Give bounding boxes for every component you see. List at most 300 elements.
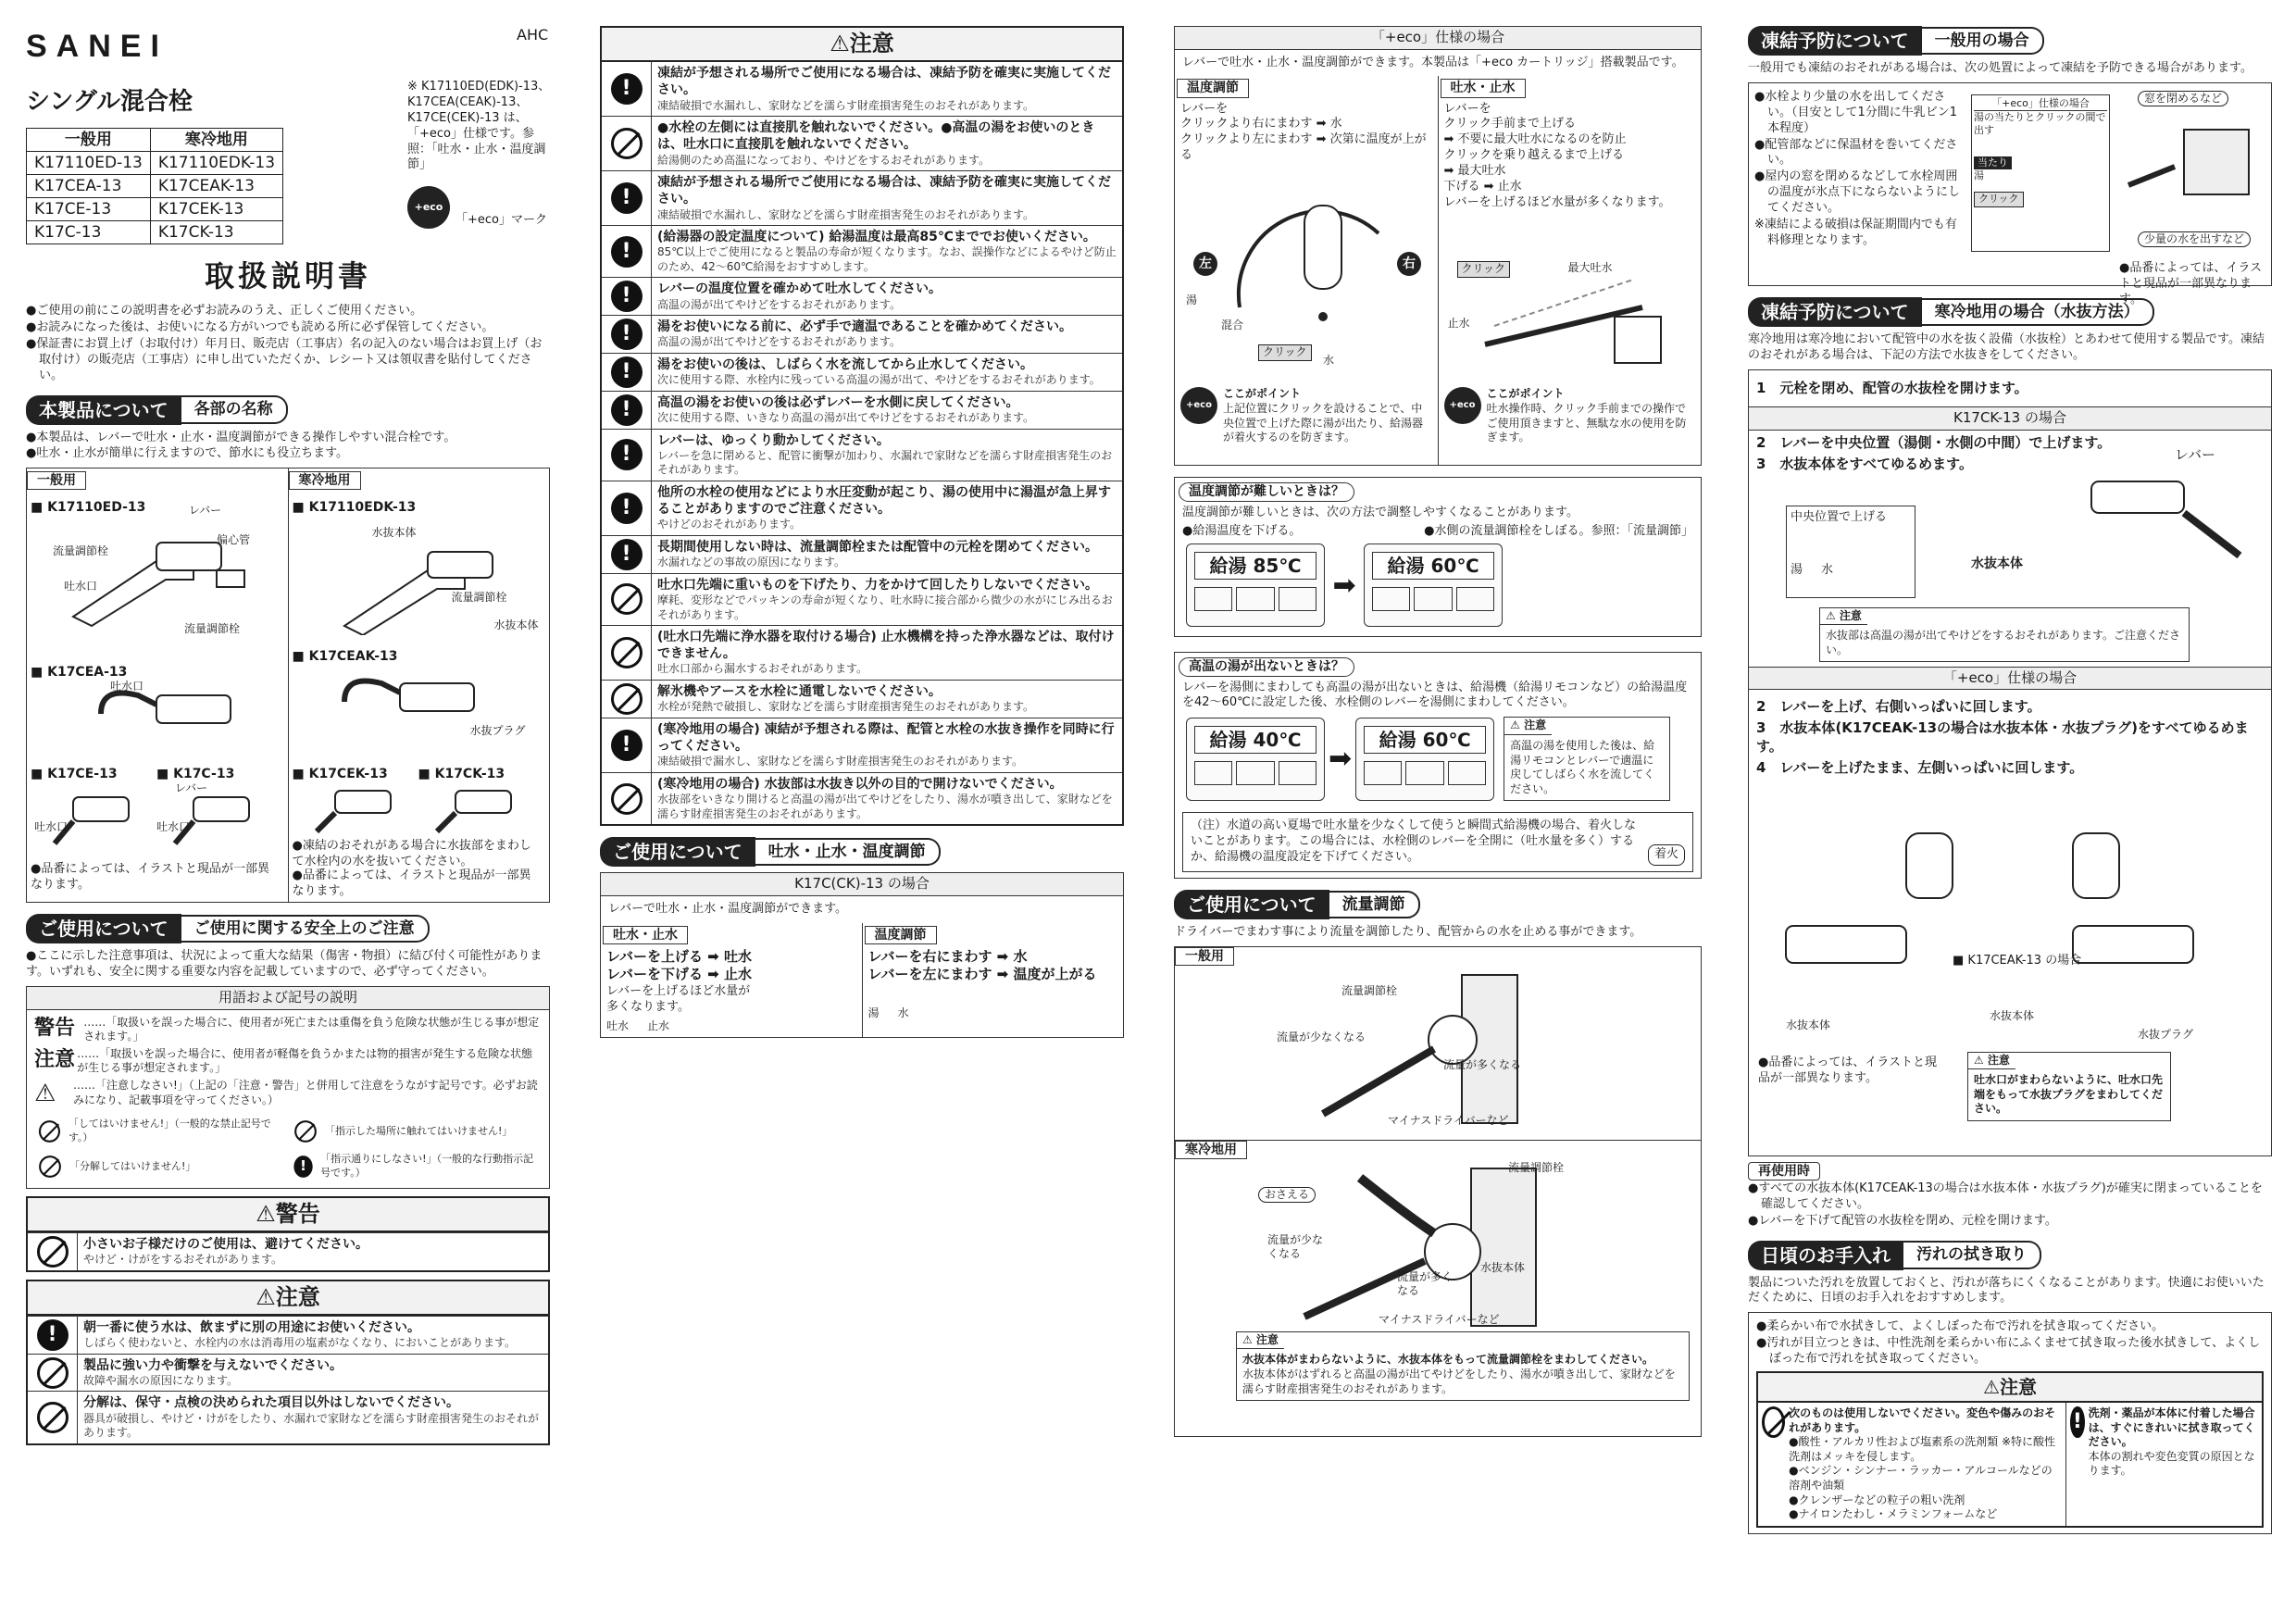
prohibit-icon bbox=[611, 683, 643, 715]
step-2: 2 レバーを中央位置（湯側・水側の中間）で上げます。 bbox=[1756, 433, 2112, 451]
label-spout: 吐水口 bbox=[156, 820, 191, 834]
reuse-title: 再使用時 bbox=[1748, 1162, 1820, 1181]
manual-title: 取扱説明書 bbox=[204, 258, 371, 294]
label-driver: マイナスドライバーなど bbox=[1388, 1113, 1509, 1127]
section-subtitle: 一般用の場合 bbox=[1922, 27, 2044, 55]
label-little-water: 少量の水を出すなど bbox=[2138, 231, 2251, 248]
instruction: 下げる ➡ 止水 bbox=[1443, 180, 1522, 194]
model-cell: K17CK-13 bbox=[150, 221, 282, 244]
label-window: 窓を閉めるなど bbox=[2138, 91, 2228, 107]
col-general: 一般用 bbox=[27, 128, 151, 151]
caution-detail: 高温の湯が出てやけどをするおそれがあります。 bbox=[657, 335, 902, 349]
caution-detail: 吐水口部から漏水するおそれがあります。 bbox=[657, 662, 868, 676]
term-key: 注意 bbox=[34, 1047, 76, 1071]
term-desc: ……「取扱いを誤った場合に、使用者が軽傷を負うかまたは物的損害が発生する危険な状態が生じる事が想定されます。」 bbox=[77, 1046, 533, 1075]
section-title: 凍結予防について bbox=[1748, 26, 1922, 56]
column-2 bbox=[600, 26, 1124, 1605]
caution-text: (給湯器の設定温度について) 給湯温度は最高85℃まででお使いください。 bbox=[657, 230, 1096, 245]
point-text: 上記位置にクリックを設けることで、中央位置で上げた際に湯が出たり、給湯器が着火するのを防ぎます。 bbox=[1223, 401, 1424, 444]
caution-text: 洗剤・薬品が本体に付着した場合は、すぐにきれいに拭き取ってください。 bbox=[2088, 1405, 2255, 1449]
terms-box bbox=[26, 986, 550, 1189]
caution-item: ●ベンジン・シンナー・ラッカー・アルコールなどの溶剤や油類 bbox=[1789, 1464, 2053, 1492]
label-left: 左 bbox=[1193, 252, 1217, 276]
lcd-display: 給湯 60℃ bbox=[1372, 552, 1494, 580]
step-1: 1 元栓を閉め、配管の水抜栓を開けます。 bbox=[1756, 379, 2028, 396]
section-care-header bbox=[1748, 1241, 2272, 1270]
caution-box-2 bbox=[600, 26, 1124, 826]
eco-icon: +eco bbox=[407, 186, 450, 229]
caution-row bbox=[602, 573, 1122, 625]
eco-box bbox=[1174, 26, 1702, 466]
note-text: （注）水道の高い夏場で吐水量を少なくして使うと瞬間式給湯機の場合、着火しないことがあります。この場合には、水栓側のレバーを全開に（吐水量を多く）するか、給湯機の温度設定を下げてください。 bbox=[1191, 818, 1637, 865]
instruction-icon: ! bbox=[611, 356, 643, 388]
remote-panel bbox=[1364, 543, 1503, 627]
prohibit-icon bbox=[37, 1357, 69, 1389]
box-title: 「+eco」仕様の場合 bbox=[1175, 27, 1701, 50]
tag-general: 一般用 bbox=[27, 471, 86, 490]
caution-detail: 水栓が発熱で破損し、家財などを濡らす財産損害発生のおそれがあります。 bbox=[657, 700, 1035, 714]
tag-tosui: 吐水・止水 bbox=[1441, 79, 1526, 97]
label-flow-valve: 流量調節栓 bbox=[1341, 983, 1398, 997]
safety-intro: ●ここに示した注意事項は、状況によって重大な結果（傷害・物損）に結び付く可能性があります。いずれも、安全に関する重要な内容を記載していますので、必ず守ってください。 bbox=[26, 949, 543, 980]
caution-text: (吐水口先端に浄水器を取付ける場合) 止水機構を持った浄水器などは、取付けできません。 bbox=[657, 630, 1115, 662]
step-3: 3 水抜本体をすべてゆるめます。 bbox=[1756, 456, 1973, 473]
instruction-icon: ! bbox=[611, 539, 643, 570]
caution-row bbox=[602, 625, 1122, 680]
model-cell: K17CEA-13 bbox=[27, 175, 151, 198]
label-drain-plug: 水抜プラグ bbox=[469, 724, 526, 738]
arrow-right-icon: ➡ bbox=[1332, 568, 1356, 602]
label-lever: レバー bbox=[189, 504, 222, 518]
no-disassemble-icon bbox=[37, 1402, 69, 1433]
symbol-desc: 「指示通りにしなさい!」（一般的な行動指示記号です。） bbox=[320, 1153, 534, 1179]
caution-title: ⚠ 注意 bbox=[1504, 718, 1552, 735]
caution-title: ⚠ 注意 bbox=[1820, 608, 1867, 626]
instruction-icon: ! bbox=[611, 439, 643, 470]
freeze-desc: 寒冷地用は寒冷地において配管中の水を抜く設備（水抜栓）とあわせて使用する製品です。凍結のおそれがある場合は、下記の方法で水抜きをしてください。 bbox=[1748, 331, 2265, 362]
intro-list bbox=[26, 304, 550, 383]
caution-text: 吐水口先端に重いものを下げたり、力をかけて回したりしないでください。 bbox=[657, 577, 1098, 593]
label-hold: おさえる bbox=[1258, 1187, 1316, 1204]
faucet-k17110ed-illustration bbox=[45, 506, 268, 635]
instruction-icon: ! bbox=[37, 1319, 69, 1351]
caution-text: 水抜部は高温の湯が出てやけどをするおそれがあります。ご注意ください。 bbox=[1826, 629, 2181, 656]
term-desc: ……「注意しなさい!」（上記の「注意・警告」と併用して注意をうながす記号です。必ずお読みになり、記載事項を守ってください。） bbox=[72, 1078, 538, 1106]
step-3: 3 水抜本体(K17CEAK-13の場合は水抜本体・水抜プラグ)をすべてゆるめます。 bbox=[1756, 719, 2249, 755]
eco-icon: +eco bbox=[1444, 387, 1481, 424]
freeze1-box bbox=[1748, 82, 2272, 306]
section-title: 凍結予防について bbox=[1748, 297, 1922, 327]
point-text: 吐水操作時、クリック手前までの操作でご使用頂きますと、無駄な水の使用を防ぎます。 bbox=[1486, 401, 1687, 444]
step-2: 2 レバーを上げ、右側いっぱいに回します。 bbox=[1756, 697, 2041, 715]
caution-text: 次のものは使用しないでください。変色や傷みのおそれがあります。 bbox=[1789, 1405, 2056, 1434]
section-title: 日頃のお手入れ bbox=[1748, 1241, 1903, 1270]
tip: ●水側の流量調節栓をしぼる。参照：「流量調節」 bbox=[1424, 524, 1693, 539]
warning-box bbox=[26, 1196, 550, 1272]
flow-general-diagram bbox=[1286, 966, 1564, 1132]
caution-title: ⚠注意 bbox=[602, 28, 1122, 62]
reuse-item: ●すべての水抜本体(K17CEAK-13の場合は水抜本体・水抜プラグ)が確実に閉まっていることを確認してください。 bbox=[1748, 1181, 2263, 1211]
caution-row bbox=[602, 315, 1122, 353]
label-click: クリック bbox=[1457, 261, 1511, 278]
box-title: 温度調節が難しいときは？ bbox=[1179, 482, 1354, 501]
k17ck-faucet-illustration bbox=[2054, 454, 2258, 593]
caution-text: 分解は、保守・点検の決められた項目以外はしないでください。 bbox=[83, 1395, 459, 1411]
model-cell: K17C-13 bbox=[27, 221, 151, 244]
caution-detail: 高温の湯が出てやけどをするおそれがあります。 bbox=[657, 297, 902, 311]
label-mizu: 水 bbox=[1821, 562, 1834, 577]
label-kongo: 混合 bbox=[1221, 319, 1244, 332]
label-drain-body: 水抜本体 bbox=[1786, 1018, 1831, 1031]
parts-note: ●凍結のおそれがある場合に水抜部をまわして水栓内の水を抜いてください。 bbox=[292, 839, 531, 869]
doc-code: AHC bbox=[517, 26, 549, 44]
label-less: 流量が少なくなる bbox=[1267, 1232, 1324, 1261]
caution-detail: 摩耗、変形などでパッキンの寿命が短くなり、吐水時に接合部から微少の水がにじみ出るおそれがあります。 bbox=[657, 593, 1113, 621]
instruction-icon: ! bbox=[611, 182, 643, 214]
lcd-display: 給湯 85℃ bbox=[1194, 552, 1316, 580]
k17c-box bbox=[600, 872, 1124, 1038]
caution-row bbox=[602, 353, 1122, 391]
prohibit-icon bbox=[611, 637, 643, 668]
point-title: ここがポイント bbox=[1486, 387, 1565, 401]
label-click: クリック bbox=[1974, 192, 2024, 206]
warning-detail: やけど・けがをするおそれがあります。 bbox=[83, 1253, 283, 1267]
tag-cold: 寒冷地用 bbox=[289, 471, 361, 490]
instruction-icon: ! bbox=[293, 1156, 312, 1178]
caution-text: 吐水口がまわらないように、吐水口先端をもって水抜プラグをまわしてください。 bbox=[1974, 1073, 2164, 1116]
caution-text: (寒冷地用の場合) 凍結が予想される際は、配管と水栓の水抜き操作を同時に行ってください。 bbox=[657, 721, 1115, 755]
label-mizu: 水 bbox=[1323, 354, 1335, 368]
instruction-note: レバーを上げるほど水量が多くなります。 bbox=[606, 983, 751, 1014]
model-label: ■ K17CEAK-13 の場合 bbox=[1953, 953, 2082, 968]
center-position-box bbox=[1786, 506, 1915, 598]
eco-drain-illustration bbox=[1767, 824, 2249, 1009]
section-flow-header bbox=[1174, 890, 1702, 919]
section-parts-header bbox=[26, 395, 550, 425]
box-desc: レバーで吐水・止水・温度調節ができます。 bbox=[608, 901, 848, 916]
caution-text: 湯をお使いになる前に、必ず手で適温であることを確かめてください。 bbox=[657, 319, 1072, 335]
label-yu: 湯 bbox=[1186, 294, 1198, 307]
tag-tosui: 吐水・止水 bbox=[603, 926, 688, 944]
instruction: クリックを乗り越えるまで上げる bbox=[1443, 148, 1624, 163]
label-yu: 湯 bbox=[867, 1006, 880, 1019]
warning-title: ⚠警告 bbox=[28, 1198, 548, 1232]
no-disassemble-icon bbox=[39, 1156, 61, 1178]
box-title: 高温の湯が出ないときは？ bbox=[1179, 657, 1354, 676]
caution-text: 解氷機やアースを水栓に通電しないでください。 bbox=[657, 684, 942, 700]
section-subtitle: 流量調節 bbox=[1329, 891, 1420, 918]
remote-panel bbox=[1186, 543, 1325, 627]
caution-title: ⚠注意 bbox=[28, 1281, 548, 1316]
freeze-tip: ●水栓より少量の水を出してください。（目安として1分間に牛乳ビン1本程度） bbox=[1754, 89, 1958, 135]
section-subtitle: 汚れの拭き取り bbox=[1903, 1241, 2041, 1268]
instruction: クリック手前まで上げる bbox=[1443, 117, 1576, 131]
prohibit-icon bbox=[611, 128, 643, 159]
label-flow-valve: 流量調節栓 bbox=[53, 544, 109, 558]
caution-text: 湯をお使いの後は、しばらく水を流してから止水してください。 bbox=[657, 357, 1033, 373]
flow-desc: ドライバーでまわす事により流量を調節したり、配管からの水を止める事ができます。 bbox=[1174, 924, 1642, 939]
freeze-eco-box bbox=[1971, 94, 2110, 252]
instruction: レバーを上げるほど水量が多くなります。 bbox=[1443, 194, 1671, 209]
label-less: 流量が少なくなる bbox=[1277, 1030, 1366, 1043]
flow-cold-box bbox=[1174, 1141, 1702, 1437]
instruction-icon: ! bbox=[2070, 1406, 2084, 1438]
freeze-desc: 一般用でも凍結のおそれがある場合は、次の処置によって凍結を予防できる場合があります。 bbox=[1748, 61, 2252, 75]
label-drain-body: 水抜本体 bbox=[1971, 556, 2023, 571]
caution-text: レバーの温度位置を確かめて吐水してください。 bbox=[657, 281, 942, 297]
col-cold: 寒冷地用 bbox=[150, 128, 282, 151]
instruction: レバーを bbox=[1180, 101, 1229, 116]
instruction: クリックより右にまわす ➡ 水 bbox=[1180, 117, 1342, 131]
caution-item: ●ナイロンたわし・メラミンフォームなど bbox=[1789, 1507, 1998, 1521]
caution-item: ●クレンザーなどの粒子の粗い洗剤 bbox=[1789, 1493, 1965, 1506]
caution-row bbox=[602, 680, 1122, 718]
terms-title: 用語および記号の説明 bbox=[27, 987, 549, 1010]
column-3 bbox=[1174, 26, 1702, 1605]
caution-row bbox=[602, 277, 1122, 315]
faucet-k17cek-illustration bbox=[298, 783, 539, 839]
eco-icon: +eco bbox=[1180, 387, 1217, 424]
caution-text: 凍結が予想される場所でご使用になる場合は、凍結予防を確実に実施してください。 bbox=[657, 66, 1111, 98]
instruction-icon: ! bbox=[611, 319, 643, 350]
model-cell: K17110EDK-13 bbox=[150, 152, 282, 175]
label-yu: 湯 bbox=[1791, 562, 1803, 577]
lcd-display: 給湯 60℃ bbox=[1364, 726, 1486, 754]
caution-detail: 故障や漏水の原因になります。 bbox=[83, 1373, 239, 1387]
box-desc: 温度調節が難しいときは、次の方法で調整しやすくなることがあります。 bbox=[1182, 505, 1578, 519]
tag-general: 一般用 bbox=[1175, 947, 1234, 966]
symbol-desc: 「分解してはいけません!」 bbox=[69, 1159, 196, 1172]
center-label: 中央位置で上げる bbox=[1791, 509, 1888, 524]
tip: ●給湯温度を下げる。 bbox=[1182, 524, 1302, 539]
section-subtitle: 寒冷地用の場合（水抜方法） bbox=[1922, 298, 2154, 326]
caution-detail: 85℃以上でご使用になると製品の寿命が短くなります。なお、誤操作などによるやけど防止のため、42〜60℃給湯をおすすめします。 bbox=[657, 245, 1117, 273]
caution-row bbox=[602, 170, 1122, 225]
caution-text: 長期間使用しない時は、流量調節栓または配管中の元栓を閉めてください。 bbox=[657, 539, 1098, 555]
instruction-icon: ! bbox=[611, 730, 643, 761]
term-desc: ……「取扱いを誤った場合に、使用者が死亡または重傷を負う危険な状態が生じる事が想定されます。」 bbox=[83, 1015, 540, 1043]
label-more: 流量が多くなる bbox=[1443, 1057, 1522, 1071]
caution-text: 他所の水栓の使用などにより水圧変動が起こり、湯の使用中に湯温が急上昇することがありますのでご注意ください。 bbox=[657, 484, 1111, 518]
instruction-icon: ! bbox=[611, 236, 643, 268]
freeze-tip: ●屋内の窓を閉めるなどして水栓周囲の温度が氷点下にならないようにしてください。 bbox=[1754, 169, 1961, 216]
care-item: ●汚れが目立つときは、中性洗剤を柔らかい布にふくませて拭き取った後水拭きして、よくしぼった布で汚れを拭き取ってください。 bbox=[1756, 1336, 2261, 1367]
caution-row bbox=[602, 772, 1122, 824]
caution-detail: しばらく使わないと、水栓内の水は消毒用の塩素がなくなり、においことがあります。 bbox=[83, 1336, 517, 1350]
caution-text: 凍結が予想される場所でご使用になる場合は、凍結予防を確実に実施してください。 bbox=[657, 175, 1111, 207]
model-table bbox=[26, 128, 283, 244]
parts-intro: ●本製品は、レバーで吐水・止水・温度調節ができる操作しやすい混合栓です。 bbox=[26, 430, 456, 444]
parts-intro: ●吐水・止水が簡単に行えますので、節水にも役立ちます。 bbox=[26, 446, 349, 461]
term-key: 警告 bbox=[34, 1016, 76, 1040]
intro-item: ●ご使用の前にこの説明書を必ずお読みのうえ、正しくご使用ください。 bbox=[26, 304, 423, 319]
label-yu: 湯 bbox=[1974, 169, 1984, 182]
model-cell: K17CEK-13 bbox=[150, 198, 282, 221]
caution-box-1 bbox=[26, 1280, 550, 1445]
label-spout: 吐水口 bbox=[34, 820, 69, 834]
model-label: ■ K17110EDK-13 bbox=[292, 500, 417, 516]
section-title: 本製品について bbox=[26, 395, 181, 425]
label-driver: マイナスドライバーなど bbox=[1379, 1312, 1500, 1326]
caution-row bbox=[602, 225, 1122, 277]
instruction-icon: ! bbox=[611, 281, 643, 312]
caution-triangle-icon: ⚠ bbox=[34, 1079, 56, 1107]
caution-detail: 凍結破損で水漏れし、家財などを濡らす財産損害発生のおそれがあります。 bbox=[657, 98, 1035, 112]
intro-item: ●お読みになった後は、お使いになる方がいつでも読める所に必ず保管してください。 bbox=[26, 319, 494, 334]
eco-flow-diagram bbox=[1476, 261, 1679, 372]
arrow-right-icon: ➡ bbox=[1329, 743, 1353, 776]
section-title: ご使用について bbox=[1174, 890, 1329, 919]
model-label: ■ K17C-13 bbox=[156, 767, 235, 782]
eco-mark-label: 「+eco」マーク bbox=[455, 213, 547, 228]
instruction: レバーを上げる ➡ 吐水 bbox=[606, 947, 752, 965]
product-name: シングル混合栓 bbox=[26, 88, 193, 117]
parts-diagram bbox=[26, 468, 550, 903]
caution-item: ●酸性・アルカリ性および塩素系の洗剤類 ※特に酸性洗剤はメッキを侵します。 bbox=[1789, 1435, 2056, 1463]
eco-note: ※ K17110ED(EDK)-13、K17CEA(CEAK)-13、K17CE(CEK)-13 は、「+eco」仕様です。参照：「吐水・止水・温度調節」 bbox=[407, 80, 550, 172]
faucet-k17cea-illustration bbox=[82, 677, 249, 760]
step-4: 4 レバーを上げたまま、左側いっぱいに回します。 bbox=[1756, 759, 2084, 777]
box-desc: レバーで吐水・止水・温度調節ができます。本製品は「+eco カートリッジ」搭載製品です。 bbox=[1182, 55, 1684, 69]
symbol-desc: 「してはいけません!」（一般的な禁止記号です。） bbox=[68, 1118, 271, 1143]
label-more: 流量が多くなる bbox=[1397, 1269, 1454, 1298]
label-drain-body: 水抜本体 bbox=[371, 526, 417, 540]
label-drain-plug: 水抜プラグ bbox=[2138, 1027, 2194, 1041]
window-faucet-illustration bbox=[2119, 120, 2258, 231]
label-henshinkan: 偏心管 bbox=[217, 533, 251, 547]
parts-note: ●品番によっては、イラストと現品が一部異なります。 bbox=[292, 868, 531, 899]
caution-detail: 次に使用する際、水栓内に残っている高温の湯が出て、やけどをするおそれがあります。 bbox=[657, 373, 1101, 387]
instruction: レバーを bbox=[1443, 101, 1491, 116]
instruction: レバーを右にまわす ➡ 水 bbox=[867, 947, 1028, 965]
tag-temp: 温度調節 bbox=[1177, 79, 1249, 97]
instruction: クリックより左にまわす ➡ 次第に温度が上がる bbox=[1180, 132, 1427, 163]
label-lever: レバー bbox=[2175, 445, 2215, 463]
label-atari: 当たり bbox=[1974, 156, 2012, 169]
box-title: 「+eco」仕様の場合 bbox=[1974, 97, 2107, 111]
care-item: ●柔らかい布で水拭きして、よくしぼった布で汚れを拭き取ってください。 bbox=[1756, 1319, 2165, 1334]
label-flow-valve: 流量調節栓 bbox=[1508, 1160, 1565, 1174]
caution-detail: 水漏れなどの事故の原因になります。 bbox=[657, 556, 846, 569]
brand-logo: SANEI bbox=[26, 29, 168, 64]
section-safety-header bbox=[26, 914, 550, 943]
parts-note: ●品番によっては、イラストと現品が一部異なります。 bbox=[31, 862, 269, 893]
label-right: 右 bbox=[1397, 252, 1421, 276]
eco-note-block bbox=[407, 80, 550, 229]
section-title: ご使用について bbox=[600, 837, 755, 867]
section-tosui-header bbox=[600, 837, 1124, 867]
instruction: ➡ 不要に最大吐水になるのを防止 bbox=[1443, 132, 1627, 147]
point-title: ここがポイント bbox=[1223, 387, 1302, 401]
hot-none-box bbox=[1174, 652, 1702, 879]
parts-cold bbox=[288, 468, 550, 902]
caution-text: 水抜本体がまわらないように、水抜本体をもって流量調節栓をまわしてください。 bbox=[1242, 1353, 1654, 1367]
temp-hard-box bbox=[1174, 477, 1702, 637]
caution-text: 高温の湯をお使いの後は必ずレバーを水側に戻してください。 bbox=[657, 394, 1019, 410]
column-4 bbox=[1748, 26, 2272, 1605]
caution-text: 製品に強い力や衝撃を与えないでください。 bbox=[83, 1357, 343, 1373]
label-max: 最大吐水 bbox=[1567, 261, 1613, 275]
model-label: ■ K17CEAK-13 bbox=[292, 649, 398, 665]
model-label: ■ K17CEA-13 bbox=[31, 665, 128, 681]
eco-tip: 湯の当たりとクリックの間で出す bbox=[1974, 111, 2106, 137]
model-cell: K17CE-13 bbox=[27, 198, 151, 221]
label-drain-body: 水抜本体 bbox=[1480, 1260, 1526, 1274]
caution-detail: 凍結破損で水漏れし、家財などを濡らす財産損害発生のおそれがあります。 bbox=[657, 207, 1035, 221]
instruction: レバーを下げる ➡ 止水 bbox=[606, 966, 752, 983]
label-click: クリック bbox=[1258, 344, 1312, 361]
parts-note: ●品番によっては、イラストと現品が一部異なります。 bbox=[2119, 260, 2262, 306]
section-subtitle: 吐水・止水・温度調節 bbox=[755, 838, 941, 866]
prohibit-icon bbox=[37, 1236, 69, 1268]
section-title: ご使用について bbox=[26, 914, 181, 943]
freeze-tip: ●配管部などに保温材を巻いてください。 bbox=[1754, 137, 1958, 168]
section-freeze1-header bbox=[1748, 26, 2272, 56]
instruction-icon: ! bbox=[611, 493, 643, 524]
care-desc: 製品についた汚れを放置しておくと、汚れが落ちにくくなることがあります。快適にお使いいただくために、日頃のお手入れをおすすめします。 bbox=[1748, 1275, 2265, 1305]
section-subtitle: ご使用に関する安全上のご注意 bbox=[181, 915, 430, 943]
caution-text: 朝一番に使う水は、飲まずに別の用途にお使いください。 bbox=[83, 1319, 420, 1335]
caution-detail: 凍結破損で漏水し、家財などを濡らす財産損害発生のおそれがあります。 bbox=[657, 755, 1024, 768]
label-drain-body: 水抜本体 bbox=[493, 618, 539, 632]
prohibit-icon bbox=[611, 783, 643, 815]
prohibit-icon bbox=[611, 583, 643, 615]
model-label: ■ K17CE-13 bbox=[31, 767, 118, 782]
caution-text: ●水栓の左側には直接肌を触れないでください。●高温の湯をお使いのときは、吐水口に直接肌を触れないでください。 bbox=[657, 120, 1095, 153]
model-label: ■ K17CK-13 bbox=[418, 767, 505, 782]
parts-note: ●品番によっては、イラストと現品が一部異なります。 bbox=[1758, 1055, 1937, 1085]
label-flow-valve: 流量調節栓 bbox=[184, 622, 241, 636]
symbol-desc: 「指示した場所に触れてはいけません!」 bbox=[325, 1124, 513, 1137]
box-desc: レバーを湯側にまわしても高温の湯が出ないときは、給湯機（給湯リモコンなど）の給湯温度を42〜60℃に設定した後、水栓側のレバーを湯側にまわしてください。 bbox=[1182, 680, 1688, 710]
label-lever: レバー bbox=[175, 781, 208, 795]
caution-title: ⚠ 注意 bbox=[1237, 1332, 1284, 1350]
caution-detail: レバーを急に閉めると、配管に衝撃が加わり、水漏れで家財などを濡らす財産損害発生のおそれがあります。 bbox=[657, 448, 1113, 477]
caution-detail: やけどのおそれがあります。 bbox=[657, 518, 802, 531]
model-label: ■ K17110ED-13 bbox=[31, 500, 146, 516]
label-drain-body: 水抜本体 bbox=[1990, 1008, 2035, 1022]
ignite-label: 着火 bbox=[1648, 844, 1685, 866]
tag-cold: 寒冷地用 bbox=[1175, 1141, 1247, 1159]
column-1 bbox=[26, 26, 550, 1605]
caution-row bbox=[602, 116, 1122, 170]
label-tosui: 吐水 bbox=[606, 1018, 630, 1032]
reuse-item: ●レバーを下げて配管の水抜栓を閉め、元栓を開けます。 bbox=[1748, 1213, 2057, 1228]
freeze-tip: ※凍結による破損は保証期間内でも有料修理となります。 bbox=[1754, 218, 1957, 247]
eco-temp-diagram bbox=[1203, 178, 1406, 335]
box-title: K17C(CK)-13 の場合 bbox=[601, 873, 1123, 896]
prohibit-icon bbox=[1762, 1406, 1785, 1438]
instruction-icon: ! bbox=[611, 394, 643, 426]
no-touch-icon bbox=[294, 1120, 317, 1143]
caution-detail: 次に使用する際、いきなり高温の湯が出てやけどをするおそれがあります。 bbox=[657, 411, 1035, 424]
parts-general bbox=[27, 468, 288, 902]
section-subtitle: 各部の名称 bbox=[181, 395, 288, 423]
box-title: 「+eco」仕様の場合 bbox=[1749, 667, 2271, 691]
caution-detail: 給湯側のため高温になっており、やけどをするおそれがあります。 bbox=[657, 153, 991, 167]
lcd-display: 給湯 40℃ bbox=[1194, 726, 1316, 754]
caution-title: ⚠ 注意 bbox=[1968, 1053, 2015, 1070]
flow-general-box bbox=[1174, 946, 1702, 1141]
model-cell: K17CEAK-13 bbox=[150, 175, 282, 198]
caution-text: 高温の湯を使用した後は、給湯リモコンとレバーで適温に戻してしばらく水を流してください。 bbox=[1510, 738, 1655, 795]
label-mizu: 水 bbox=[897, 1006, 909, 1019]
caution-detail: 水抜部をいきなり開けると高温の湯が出てやけどをしたり、湯水が噴き出して、家財などを濡らす財産損害発生のおそれがあります。 bbox=[657, 793, 1113, 820]
caution-detail: 水抜本体がはずれると高温の湯が出てやけどをしたり、湯水が噴き出して、家財などを濡らす財産損害発生のおそれがあります。 bbox=[1242, 1368, 1676, 1395]
caution-row bbox=[602, 535, 1122, 573]
caution-row bbox=[602, 481, 1122, 535]
caution-text: レバーは、ゆっくり動かしてください。 bbox=[657, 432, 890, 448]
